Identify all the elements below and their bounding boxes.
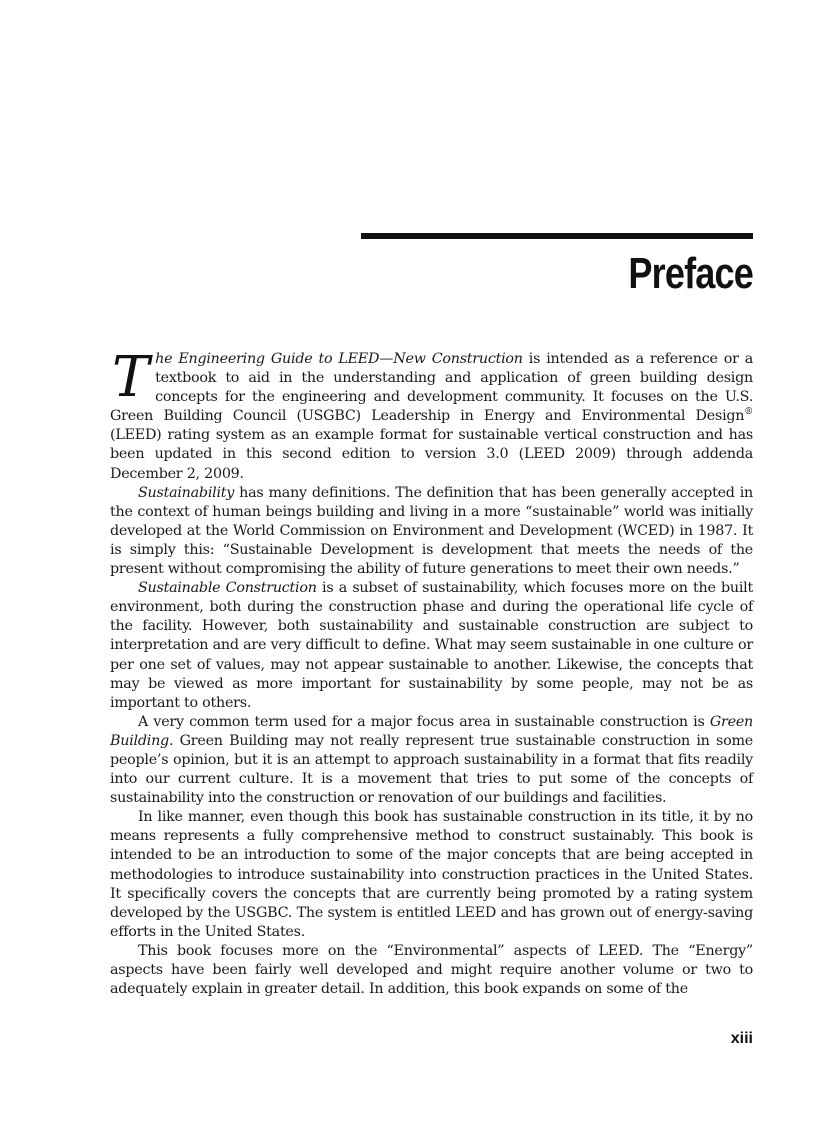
paragraph-5-text: In like manner, even though this book has sustainable construction in its title, it by no means represents a fully comprehensive method to construct sustainably. This book is intended to be an introduction to some of the major concepts that are being accepted in methodologies to introduce sustainability into construction practices in the United States. It specifically covers the concepts that are currently being promoted by a rating system developed by the USGBC. The system is entitled LEED and has grown out of energy-saving efforts in the United States. bbox=[110, 809, 753, 940]
term-sustainability: Sustainability bbox=[138, 484, 235, 501]
paragraph-5 bbox=[110, 808, 753, 942]
paragraph-1-text-a: is intended as a reference or a textbook to aid in the understanding and application of green building design concepts for the engineering and development community. It focuses on the U.S. Green Building Council (USGBC) Leadership in Energy and Environmental Design bbox=[110, 351, 753, 425]
paragraph-4-text-b: . Green Building may not really represent true sustainable construction in some people’s opinion, but it is an attempt to approach sustainability in a format that fits readily into our current culture. It is a movement that tries to put some of the concepts of sustainability into the construction or renovation of our buildings and facilities. bbox=[110, 732, 753, 807]
page-title: Preface bbox=[628, 249, 753, 298]
paragraph-2-text: has many definitions. The definition that has been generally accepted in the context of human beings building and living in a more “sustainable” world was initially developed at the World Commission on Environment and Development (WCED) in 1987. It is simply this: “Sustainable Development is development that meets the needs of the present without compromising the ability of future generations to meet their own needs.” bbox=[110, 484, 753, 578]
drop-cap: T bbox=[112, 345, 150, 410]
term-sustainable-construction: Sustainable Construction bbox=[138, 580, 317, 597]
paragraph-3-text: is a subset of sustainability, which focuses more on the built environment, both during the construction phase and during the operational life cycle of the facility. However, both sustainability and sustainable construction are subject to interpretation and are very difficult to define. What may seem sustainable in one culture or per one set of values, may not appear sustainable to another. Likewise, the concepts that may be viewed as more important for sustainability by some people, may not be as important to others. bbox=[110, 580, 753, 711]
book-title-italic: he Engineering Guide to LEED—New Construction bbox=[155, 351, 523, 367]
paragraph-4-text-a: A very common term used for a major focus area in sustainable construction is bbox=[138, 713, 710, 730]
page-number: xiii bbox=[730, 1030, 753, 1047]
body-text bbox=[110, 345, 753, 999]
paragraph-4 bbox=[110, 713, 753, 808]
paragraph-2 bbox=[110, 484, 753, 579]
term-green-building: Green Building bbox=[110, 713, 753, 749]
registered-mark: ® bbox=[744, 407, 753, 418]
paragraph-1-text-b: (LEED) rating system as an example format for sustainable vertical construction and has been updated in this second edition to version 3.0 (LEED 2009) through addenda December 2, 2009. bbox=[110, 427, 753, 482]
paragraph-6-text: This book focuses more on the “Environmental” aspects of LEED. The “Energy” aspects have been fairly well developed and might require another volume or two to adequately explain in greater detail. In addition, this book expands on some of the bbox=[110, 942, 753, 998]
paragraph-6 bbox=[110, 942, 753, 999]
paragraph-3 bbox=[110, 579, 753, 713]
title-rule bbox=[361, 233, 753, 239]
paragraph-1 bbox=[110, 345, 753, 484]
